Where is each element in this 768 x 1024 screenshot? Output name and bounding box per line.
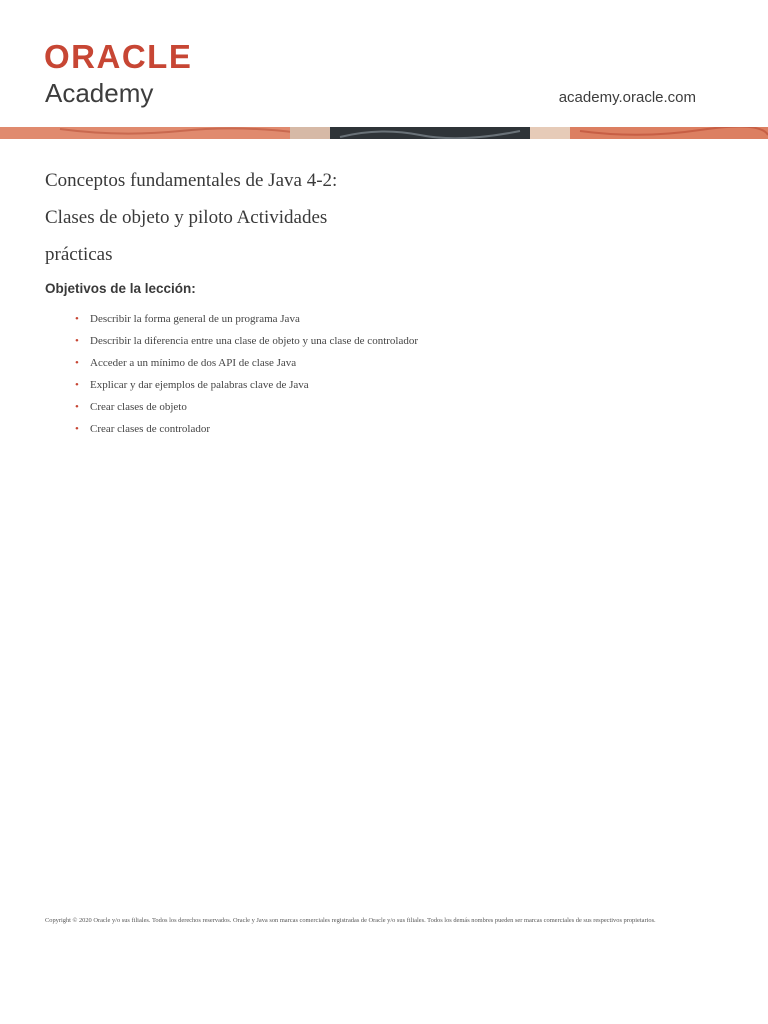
bullet-icon: •: [75, 313, 79, 325]
objective-text: Crear clases de objeto: [90, 401, 187, 413]
document-body: [45, 162, 725, 440]
objective-text: Acceder a un mínimo de dos API de clase Java: [90, 357, 297, 369]
objectives-list: [45, 308, 725, 440]
list-item: [75, 352, 725, 374]
document-title-line-2: Clases de objeto y piloto Actividades: [45, 207, 328, 228]
academy-logo-text: Academy: [45, 78, 154, 108]
oracle-logo: ORACLE: [44, 38, 193, 75]
document-title-line-3: prácticas: [45, 244, 113, 265]
objective-text: Explicar y dar ejemplos de palabras clave de Java: [90, 379, 309, 391]
list-item: [75, 418, 725, 440]
bullet-icon: •: [75, 357, 79, 369]
decorative-banner: [0, 127, 768, 139]
list-item: [75, 308, 725, 330]
document-title-line-1: Conceptos fundamentales de Java 4-2:: [45, 170, 338, 191]
list-item: [75, 396, 725, 418]
objective-text: Crear clases de controlador: [90, 423, 211, 435]
copyright-footer: Copyright © 2020 Oracle y/o sus filiales. Todos los derechos reservados. Oracle y Java son marcas comerciales registradas de Oracle y/o sus filiales. Todos los demás nombres pueden ser marcas comerciales de sus respectivos propietarios.: [45, 917, 656, 924]
bullet-icon: •: [75, 423, 79, 435]
objective-text: Describir la forma general de un programa Java: [90, 313, 300, 325]
bullet-icon: •: [75, 379, 79, 391]
bullet-icon: •: [75, 335, 79, 347]
objectives-heading: Objetivos de la lección:: [45, 281, 196, 296]
site-url: academy.oracle.com: [558, 89, 696, 106]
bullet-icon: •: [75, 401, 79, 413]
objective-text: Describir la diferencia entre una clase de objeto y una clase de controlador: [90, 335, 419, 347]
page-header: [0, 0, 768, 140]
list-item: [75, 374, 725, 396]
list-item: [75, 330, 725, 352]
